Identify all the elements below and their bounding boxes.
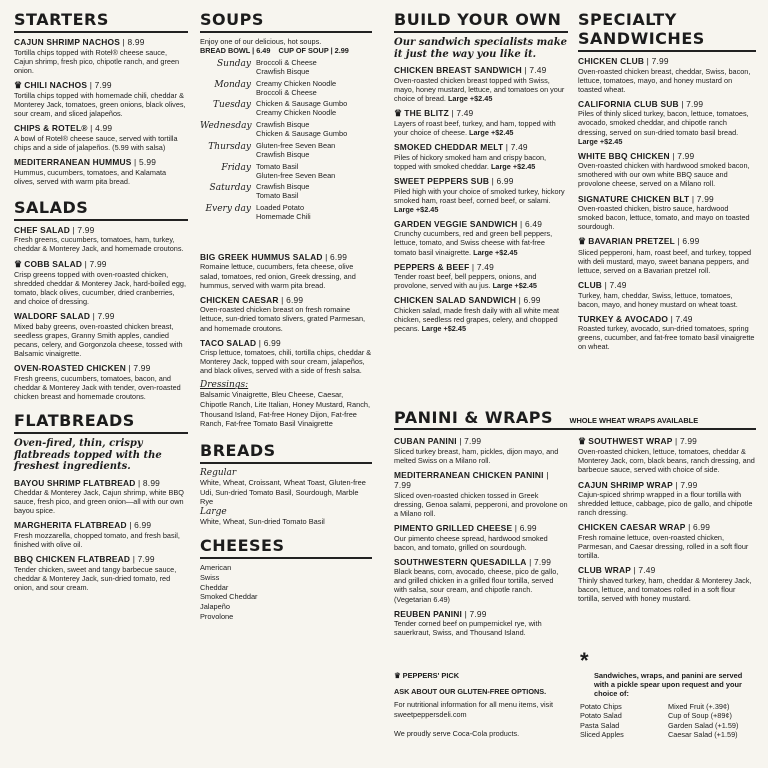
menu-item-header (578, 436, 756, 447)
item-desc: Piled high with your choice of smoked turkey, hickory smoked ham, roast beef, corned beef, or salami. Large +$2.45 (394, 186, 565, 214)
item-desc: Tender roast beef, bell peppers, onions, and provolone, served with au jus. Large +$2.45 (394, 272, 537, 291)
item-name: CAJUN SHRIMP NACHOS (14, 37, 121, 47)
sides-note: Sandwiches, wraps, and panini are served with a pickle spear upon request and your choice of: (594, 671, 743, 698)
item-name: SOUTHWEST WRAP (588, 436, 673, 446)
item-name: CHICKEN CLUB (578, 56, 645, 66)
item-name: CHICKEN SALAD SANDWICH (394, 295, 517, 306)
dressings-label: Dressings: (200, 380, 249, 391)
item-name: SIGNATURE CHICKEN BLT (578, 193, 690, 204)
item-name: PEPPERS & BEEF (394, 261, 470, 272)
menu-item-header (578, 314, 756, 325)
item-price: | 7.99 (90, 311, 115, 322)
menu-item (14, 225, 188, 254)
item-desc: Turkey, ham, cheddar, Swiss, lettuce, tomatoes, bacon, mayo, and honey mustard on wheat toast. (578, 290, 738, 309)
menu-item (14, 363, 188, 401)
menu-item (394, 65, 568, 103)
salads-heading: SALADS (14, 198, 188, 221)
soup-options: Broccoli & Cheese Crawfish Bisque (256, 57, 317, 76)
menu-item (14, 123, 188, 152)
item-price: | 7.49 (469, 261, 494, 272)
item-name: BAYOU SHRIMP FLATBREAD (14, 477, 136, 488)
item-desc: Oven-roasted chicken breast, cheddar, Swiss, bacon, lettuce, tomatoes, mayo, and honey mustard on toasted wheat. (578, 66, 751, 94)
item-desc: Our pimento cheese spread, hardwood smoked bacon, and tomato, grilled on sourdough. (394, 533, 548, 552)
item-price: | 7.99 (69, 224, 95, 235)
item-price: | 7.99 (644, 56, 669, 66)
menu-item (14, 520, 188, 549)
item-name: TURKEY & AVOCADO (578, 313, 669, 324)
menu-item (394, 142, 568, 171)
menu-item (578, 99, 756, 146)
menu-item (578, 522, 756, 560)
large-upcharge: Large +$2.45 (467, 128, 514, 138)
menu-item-header (394, 523, 568, 534)
column-2 (200, 10, 372, 621)
large-upcharge: Large +$2.45 (490, 281, 537, 291)
menu-item-header (394, 219, 568, 230)
asterisk-icon: * (580, 648, 589, 673)
dressings-list: Balsamic Vinaigrette, Bleu Cheese, Caesar, Chipotle Ranch, Lite Italian, Honey Mustard, Ranch, Thousand Island, Fat-free Honey Dijon, Fat-free Ranch, Fat-free Tomato Basil Vinaigrette (200, 390, 371, 429)
item-name: OVEN-ROASTED CHICKEN (14, 363, 126, 374)
item-desc: Hummus, cucumbers, tomatoes, and Kalamata olives, served with warm pita bread. (14, 167, 167, 186)
crown-icon: ♛ (14, 79, 23, 90)
item-price: | 4.99 (87, 123, 113, 134)
menu-item-header (394, 295, 568, 306)
item-desc: Fresh greens, cucumbers, tomatoes, bacon, and cheddar & Monterey Jack with tender, oven-roasted chicken breast and homemade croutons. (14, 373, 181, 401)
salads-list-2 (200, 252, 372, 375)
item-desc: Sliced turkey breast, ham, pickles, dijon mayo, and melted Swiss on a Milano roll. (394, 446, 559, 465)
item-desc: Oven-roasted chicken, bistro sauce, hardwood smoked bacon, lettuce, tomato, and mayo on toasted sourdough. (578, 204, 750, 232)
item-price: | 7.49 (521, 65, 547, 75)
soups-heading: SOUPS (200, 10, 372, 33)
item-price: | 7.99 (669, 150, 695, 161)
item-desc: Sliced oven-roasted chicken tossed in Greek dressing, Genoa salami, pepperoni, and provolone on a Milano roll. (394, 490, 568, 518)
menu-item-header (200, 252, 372, 263)
flatbreads-heading: FLATBREADS (14, 411, 188, 434)
menu-item-header (14, 259, 188, 270)
menu-item-header (14, 363, 188, 374)
menu-item-header (200, 295, 372, 306)
soup-schedule (200, 59, 372, 222)
menu-item-header (578, 151, 756, 162)
item-name: WHITE BBQ CHICKEN (578, 150, 670, 161)
item-desc: Thinly shaved turkey, ham, cheddar & Monterey Jack, bacon, lettuce, and tomatoes rolled in a soft flour tortilla, served with honey mustard. (578, 575, 752, 603)
menu-item-header (14, 80, 188, 91)
side-item: Potato Chips (580, 701, 622, 711)
item-price: | 7.99 (87, 79, 112, 90)
regular-breads: White, Wheat, Croissant, Wheat Toast, Gluten-free Udi, Sun-dried Tomato Basil, Sourdough, Marble Rye (200, 477, 366, 507)
item-name: SMOKED CHEDDAR MELT (394, 142, 504, 153)
soup-options: Crawfish Bisque Tomato Basil (256, 182, 310, 201)
breads-heading: BREADS (200, 441, 372, 464)
soup-options: Chicken & Sausage Gumbo Creamy Chicken Noodle (256, 99, 348, 118)
item-price: | 7.49 (448, 107, 474, 118)
item-desc: Piles of thinly sliced turkey, bacon, lettuce, tomatoes, avocado, smoked cheddar, and chipotle ranch dressing, served on sun-dried tomato basil bread. Large +$2.45 (578, 109, 749, 146)
cheese-item: Cheddar (200, 582, 229, 592)
item-desc: Oven-roasted chicken breast topped with Swiss, mayo, honey mustard, lettuce, and tomatoes on your choice of bread. Large +$2.45 (394, 75, 565, 103)
build-tagline: Our sandwich specialists make it just the way you like it. (394, 37, 568, 60)
crown-icon: ♛ (14, 258, 23, 269)
item-desc: Fresh romaine lettuce, oven-roasted chicken, Parmesan, and Caesar dressing, rolled in a soft flour tortilla. (578, 532, 749, 561)
item-price: | 7.49 (668, 313, 693, 324)
item-price: | 7.99 (82, 258, 107, 269)
item-desc: Tortilla chips topped with homemade chili, cheddar & Monterey Jack, tomatoes, green onions, black olives, sour cream, and sliced jalapeños. (14, 91, 186, 119)
soups-intro (200, 37, 372, 56)
soup-options: Tomato Basil Gluten-free Seven Bean (256, 161, 336, 180)
item-name: TACO SALAD (200, 337, 257, 348)
soup-day: Saturday (209, 183, 251, 194)
menu-item-header (200, 338, 372, 349)
item-desc: Romaine lettuce, cucumbers, feta cheese, olive salad, tomatoes, red onion, Greek dressing, and hummus, served with warm pita bread. (200, 262, 356, 290)
soup-options: Loaded Potato Homemade Chili (256, 203, 311, 222)
menu-item-header (394, 262, 568, 273)
item-desc: Cajun-spiced shrimp wrapped in a flour tortilla with shredded lettuce, cabbage, pico de gallo, and chipotle ranch dressing. (578, 490, 753, 518)
starters-heading: STARTERS (14, 10, 188, 33)
soup-prices (200, 46, 372, 55)
menu-item-header (578, 565, 756, 576)
soup-day: Friday (221, 162, 251, 173)
menu-item (394, 523, 568, 552)
item-price: | 7.99 (394, 469, 549, 491)
menu-item-header (14, 37, 188, 48)
side-item: Caesar Salad (+1.59) (668, 730, 738, 740)
item-price: | 7.99 (462, 608, 487, 619)
item-price: | 6.99 (322, 251, 348, 262)
menu-item (578, 56, 756, 94)
soup-day: Sunday (217, 58, 251, 69)
menu-item-header (14, 520, 188, 531)
menu-item (578, 480, 756, 518)
sides-left (580, 702, 668, 740)
item-name: CAJUN SHRIMP WRAP (578, 479, 673, 490)
column-3 (394, 10, 568, 338)
item-price: | 8.99 (135, 477, 161, 488)
side-item: Potato Salad (580, 711, 622, 721)
menu-item (578, 236, 756, 275)
soup-day: Tuesday (213, 100, 251, 111)
item-name: CLUB (578, 280, 603, 290)
salads-list (14, 225, 188, 401)
item-price: | 7.49 (630, 565, 656, 576)
item-price: | 7.99 (456, 436, 482, 446)
item-desc: Tender corned beef on pumpernickel rye, with sauerkraut, Swiss, and Thousand Island. (394, 619, 542, 638)
item-desc: Roasted turkey, avocado, sun-dried tomatoes, spring greens, cucumber, and fat-free tomato basil vinaigrette on wheat. (578, 324, 755, 352)
item-price: | 8.99 (120, 37, 145, 47)
panini-header (394, 408, 756, 430)
starters-list (14, 37, 188, 186)
cheese-item: Provolone (200, 611, 234, 621)
side-item: Sliced Apples (580, 730, 624, 740)
item-price: | 6.99 (512, 523, 537, 534)
menu-item (578, 280, 756, 309)
large-upcharge: Large +$2.45 (394, 204, 439, 214)
item-desc: Sliced pepperoni, ham, roast beef, and turkey, topped with deli mustard, mayo, sweet banana peppers, and lettuce, served on a Bavarian pretzel roll. (578, 247, 752, 275)
item-desc: Crisp greens topped with oven-roasted chicken, shredded cheddar & Monterey Jack, hard-boiled egg, tomato, black olives, cucumber, dried cranberries, and choice of dressing. (14, 269, 186, 307)
crown-icon: ♛ (394, 107, 403, 118)
item-name: CLUB WRAP (578, 565, 631, 576)
menu-item (200, 338, 372, 376)
item-price: | 6.99 (256, 337, 281, 348)
item-name: CALIFORNIA CLUB SUB (578, 98, 679, 109)
side-item: Pasta Salad (580, 720, 620, 730)
menu-item-header (394, 557, 568, 568)
menu-item-header (578, 56, 756, 67)
item-desc: Layers of roast beef, turkey, and ham, topped with your choice of cheese. Large +$2.45 (394, 119, 556, 138)
item-name: SOUTHWESTERN QUESADILLA (394, 556, 527, 567)
item-desc: Black beans, corn, avocado, cheese, pico de gallo, and grilled chicken in a grilled flour tortilla, served with salsa, sour cream, and chipotle ranch. (Vegetarian 6.49) (394, 567, 559, 604)
menu-item-header (394, 65, 568, 76)
item-name: CUBAN PANINI (394, 436, 457, 446)
item-desc: Cheddar & Monterey Jack, Cajun shrimp, white BBQ sauce, fresh pico, and green onion—all with our own bayou spice. (14, 488, 184, 516)
item-desc: Chicken salad, made fresh daily with all white meat chicken, seedless red grapes, celery, and chopped pecans. Large +$2.45 (394, 305, 560, 334)
footer-left (394, 672, 568, 739)
item-name: CHICKEN CAESAR WRAP (578, 522, 686, 533)
soup-options: Crawfish Bisque Chicken & Sausage Gumbo (256, 120, 348, 139)
item-name: CHIPS & ROTEL® (14, 123, 88, 134)
item-name: GARDEN VEGGIE SANDWICH (394, 218, 518, 229)
menu-item (578, 151, 756, 189)
crown-icon: ♛ (578, 236, 587, 247)
item-price: | 7.99 (526, 556, 552, 567)
large-upcharge: Large +$2.45 (445, 93, 493, 103)
item-name: MEDITERRANEAN HUMMUS (14, 157, 132, 168)
sides-box (580, 650, 756, 740)
side-item: Garden Salad (+1.59) (668, 720, 739, 730)
item-price: | 6.99 (278, 294, 304, 305)
item-price: | 6.99 (489, 176, 514, 187)
item-desc: Crisp lettuce, tomatoes, chili, tortilla chips, cheddar & Monterey Jack, topped with sour cream, jalapeños, and black olives, served with a side of fresh salsa. (200, 348, 372, 376)
crown-icon: ♛ (578, 436, 587, 446)
large-upcharge: Large +$2.45 (488, 161, 536, 171)
side-item: Mixed Fruit (+.39¢) (668, 701, 730, 711)
soups-intro-text: Enjoy one of our delicious, hot soups. (200, 37, 322, 46)
item-name: MARGHERITA FLATBREAD (14, 520, 127, 531)
menu-item-header (394, 436, 568, 447)
cheeses-heading: CHEESES (200, 536, 372, 559)
large-breads: White, Wheat, Sun-dried Tomato Basil (200, 516, 325, 526)
build-heading: BUILD YOUR OWN (394, 10, 568, 33)
item-name: PIMENTO GRILLED CHEESE (394, 523, 513, 534)
menu-item-header (394, 176, 568, 187)
menu-item-header (578, 99, 756, 110)
large-upcharge: Large +$2.45 (471, 247, 518, 257)
cheese-item: Jalapeño (200, 601, 230, 611)
item-price: | 7.99 (125, 363, 151, 374)
item-desc: Mixed baby greens, oven-roasted chicken breast, seedless grapes, Granny Smith apples, candied pecans, celery, and Gorgonzola cheese, tossed with Balsamic vinaigrette. (14, 321, 183, 359)
menu-item (578, 314, 756, 352)
soup-day: Every day (205, 204, 251, 215)
flatbreads-tagline: Oven-fired, thin, crispy flatbreads topped with the freshest ingredients. (14, 438, 162, 473)
item-name: BBQ CHICKEN FLATBREAD (14, 554, 131, 565)
item-desc: Oven-roasted chicken with hardwood smoked bacon, smothered with our own white BBQ sauce and provolone cheese, served on a Milano roll. (578, 161, 750, 189)
menu-item-header (578, 480, 756, 491)
soup-day: Monday (214, 79, 251, 90)
item-desc: Fresh greens, cucumbers, tomatoes, ham, turkey, cheddar & Monterey Jack, and homemade croutons. (14, 235, 184, 254)
item-desc: Crunchy cucumbers, red and green bell peppers, lettuce, tomato, and Swiss cheese with fat-free tomato basil vinaigrette. Large +$2.45 (394, 229, 553, 257)
panini-heading: PANINI & WRAPS (394, 408, 554, 427)
cheese-item: Smoked Cheddar (200, 592, 258, 602)
peppers-pick-note: ♛ PEPPERS' PICK (394, 671, 460, 680)
wraps-list (578, 436, 756, 608)
menu-item-header (14, 123, 188, 134)
item-price: | 7.99 (672, 436, 698, 446)
column-4 (578, 10, 756, 357)
menu-item-header (14, 554, 188, 565)
item-price: | 6.99 (685, 522, 711, 533)
menu-item (14, 80, 188, 119)
item-price: | 6.99 (126, 520, 152, 531)
menu-item-header (14, 225, 188, 236)
menu-item (394, 609, 568, 638)
side-item: Cup of Soup (+89¢) (668, 711, 732, 721)
menu-item (394, 436, 568, 465)
menu-item-header (578, 194, 756, 205)
item-name: CHILI NACHOS (24, 79, 88, 90)
menu-item (14, 259, 188, 307)
cheese-item: Swiss (200, 573, 220, 583)
menu-item (394, 295, 568, 333)
menu-item (578, 436, 756, 475)
item-price: | 6.49 (517, 218, 543, 229)
item-price: | 7.99 (130, 554, 155, 565)
coke-note: We proudly serve Coca-Cola products. (394, 729, 520, 739)
column-1 (14, 10, 188, 597)
soup-day: Wednesday (200, 121, 252, 132)
menu-item (394, 108, 568, 137)
menu-item (14, 311, 188, 358)
item-name: CHICKEN CAESAR (200, 294, 279, 305)
menu-item (200, 295, 372, 333)
item-desc: Oven-roasted chicken breast on fresh romaine lettuce, sun-dried tomato slivers, grated Parmesan, and homemade croutons. (200, 305, 366, 333)
item-desc: A bowl of Rotel® cheese sauce, served with tortilla chips and a side of jalapeños. (5.99 with salsa) (14, 133, 178, 153)
soup-day: Thursday (208, 141, 251, 152)
menu-item-header (394, 470, 568, 491)
menu-item (578, 194, 756, 232)
item-name: WALDORF SALAD (14, 311, 91, 322)
specialty-heading: SPECIALTY SANDWICHES (578, 10, 756, 52)
menu-item (394, 557, 568, 604)
menu-item (14, 554, 188, 592)
cup-of-soup-price: CUP OF SOUP | 2.99 (278, 46, 349, 56)
menu-item-header (14, 478, 188, 489)
menu-item (200, 252, 372, 290)
item-name: MEDITERRANEAN CHICKEN PANINI (394, 469, 544, 480)
menu-item-header (14, 311, 188, 322)
specialty-list (578, 56, 756, 352)
item-name: THE BLITZ (404, 107, 449, 118)
large-label: Large (200, 506, 227, 517)
menu-item-header (578, 522, 756, 533)
sides-list (580, 702, 756, 740)
large-upcharge: Large +$2.45 (419, 324, 467, 334)
large-upcharge: Large +$2.45 (578, 136, 623, 146)
menu-item-header (394, 609, 568, 620)
menu-item (394, 470, 568, 518)
item-desc: Tender chicken, sweet and tangy barbecue sauce, cheddar & Monterey Jack, sun-dried tomato, red onion, and sour cream. (14, 564, 177, 592)
item-name: BAVARIAN PRETZEL (588, 236, 675, 247)
item-name: COBB SALAD (24, 258, 83, 269)
item-name: BIG GREEK HUMMUS SALAD (200, 251, 323, 262)
item-price: | 7.49 (503, 142, 528, 153)
panini-list (394, 436, 568, 642)
item-price: | 7.99 (672, 479, 698, 490)
item-price: | 5.99 (131, 157, 157, 168)
menu-item (394, 219, 568, 257)
item-name: REUBEN PANINI (394, 608, 463, 619)
item-name: CHEF SALAD (14, 224, 70, 235)
menu-item-header (394, 142, 568, 153)
gluten-free-note: ASK ABOUT OUR GLUTEN-FREE OPTIONS. (394, 686, 547, 696)
menu-item-header (578, 280, 756, 291)
item-name: CHICKEN BREAST SANDWICH (394, 65, 522, 75)
menu-item (578, 565, 756, 603)
soup-options: Gluten-free Seven Bean Crawfish Bisque (256, 140, 336, 159)
menu-item-header (14, 157, 188, 168)
cheese-item: American (200, 563, 232, 573)
item-desc: Oven-roasted chicken, lettuce, tomatoes, cheddar & Monterey Jack, corn, black beans, ranch dressing, and barbecue sauce, served with choice of side. (578, 447, 755, 475)
flatbreads-list (14, 478, 188, 592)
nutrition-note: For nutritional information for all menu items, visit sweetpeppersdeli.com (394, 700, 553, 719)
bread-bowl-price: BREAD BOWL | 6.49 (200, 46, 271, 56)
item-price: | 6.99 (516, 295, 541, 306)
item-price: | 7.99 (689, 193, 714, 204)
menu-item-header (578, 236, 756, 247)
menu-item (14, 157, 188, 186)
menu-item (394, 176, 568, 214)
panini-subtitle: WHOLE WHEAT WRAPS AVAILABLE (569, 416, 699, 425)
soup-options: Creamy Chicken Noodle Broccoli & Cheese (256, 78, 337, 97)
item-price: | 7.49 (602, 280, 627, 290)
item-price: | 7.99 (678, 98, 704, 109)
menu-item (394, 262, 568, 291)
menu-item (14, 478, 188, 516)
item-price: | 6.99 (674, 236, 700, 247)
item-name: SWEET PEPPERS SUB (394, 176, 490, 187)
build-list (394, 65, 568, 333)
cheese-list (200, 563, 372, 621)
regular-label: Regular (200, 467, 237, 478)
menu-item-header (394, 108, 568, 119)
sides-right (668, 702, 756, 740)
item-desc: Piles of hickory smoked ham and crispy bacon, topped with smoked cheddar. Large +$2.45 (394, 152, 547, 171)
menu-item (14, 37, 188, 75)
item-desc: Tortilla chips topped with Rotel® cheese sauce, Cajun shrimp, fresh pico, chipotle ranch, and green onion. (14, 47, 180, 75)
item-desc: Fresh mozzarella, chopped tomato, and fresh basil, finished with olive oil. (14, 530, 180, 549)
